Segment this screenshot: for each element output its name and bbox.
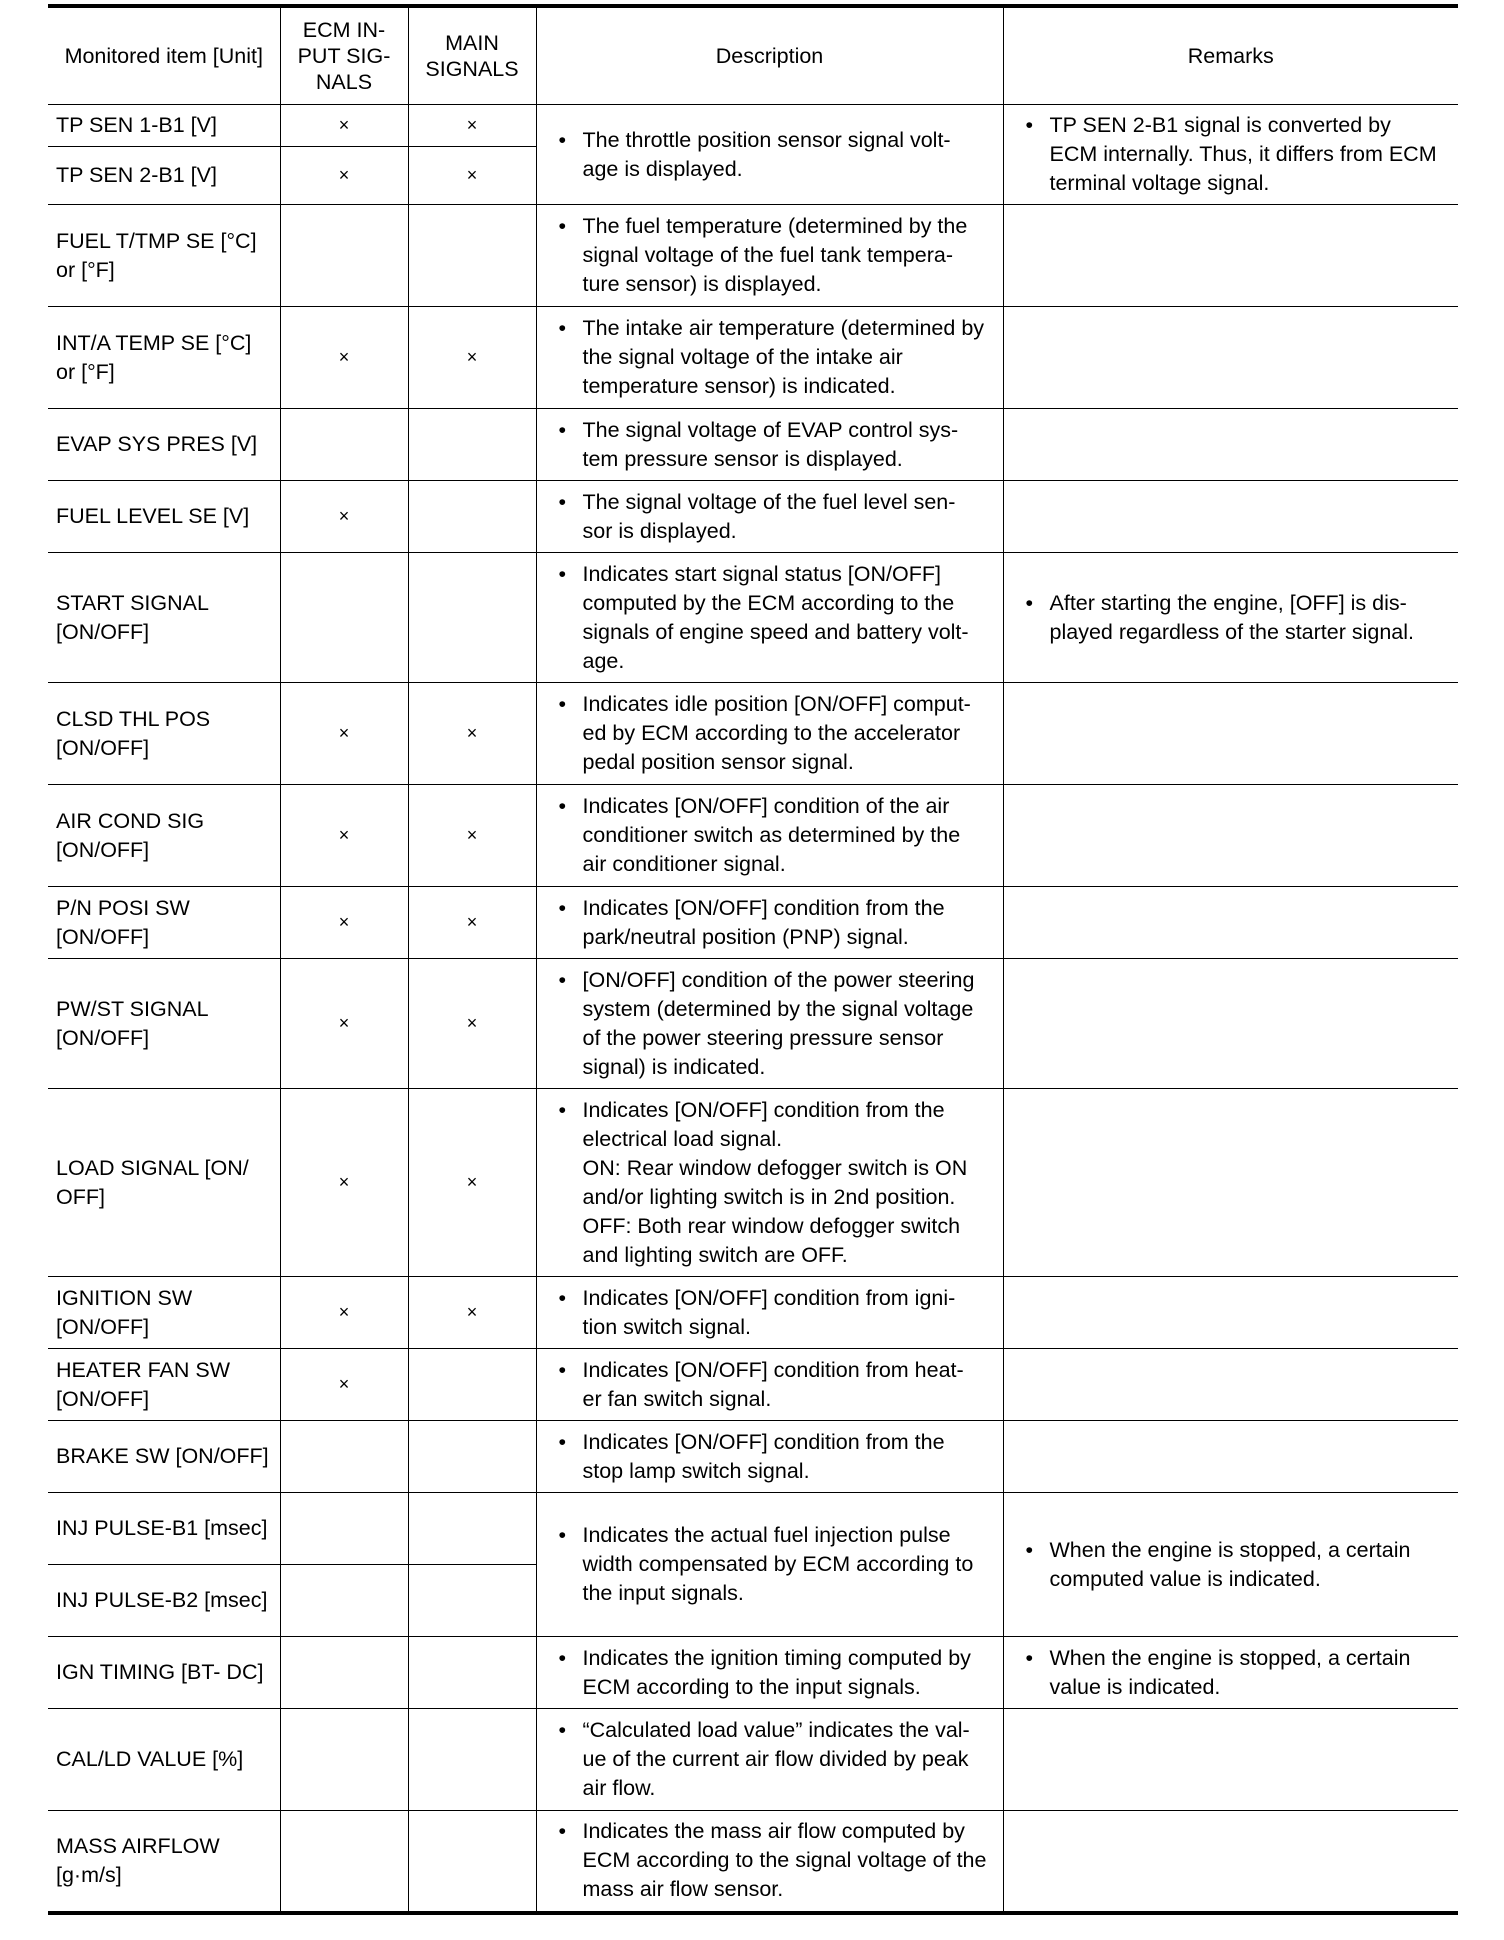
description-cell [536, 959, 1003, 1089]
ecm-input-mark: × [280, 887, 408, 959]
description-cell [536, 1493, 1003, 1637]
main-signal-mark: × [408, 105, 536, 147]
monitored-item-cell: INT/A TEMP SE [°C] or [°F] [48, 307, 280, 409]
monitored-item-cell: MASS AIRFLOW [g·m/s] [48, 1811, 280, 1913]
description-text-main: • Indicates [ON/OFF] condition from the electrical load signal. [582, 1097, 945, 1151]
description-text: • The throttle position sensor signal volt- age is displayed. [545, 126, 995, 184]
description-text: • The fuel temperature (determined by the signal voltage of the fuel tank tempera- ture sensor) is displayed. [545, 212, 995, 299]
header-monitored-item: Monitored item [Unit] [48, 6, 280, 105]
table-row [48, 959, 1458, 1089]
main-signal-mark [408, 1565, 536, 1637]
remarks-cell [1003, 1811, 1458, 1913]
remarks-cell [1003, 1493, 1458, 1637]
table-row [48, 1493, 1458, 1565]
table-row [48, 887, 1458, 959]
main-signal-mark: × [408, 307, 536, 409]
table-row [48, 1709, 1458, 1811]
ecm-input-mark: × [280, 1089, 408, 1277]
table-row [48, 409, 1458, 481]
ecm-input-mark [280, 553, 408, 683]
main-signal-mark: × [408, 959, 536, 1089]
monitored-item-cell: AIR COND SIG [ON/OFF] [48, 785, 280, 887]
description-text: • Indicates [ON/OFF] condition of the air conditioner switch as determined by the air conditioner signal. [545, 792, 995, 879]
description-cell [536, 481, 1003, 553]
table-header-row [48, 6, 1458, 105]
header-description: Description [536, 6, 1003, 105]
table-row [48, 1811, 1458, 1913]
remarks-text: • After starting the engine, [OFF] is dis- played regardless of the starter signal. [1012, 589, 1451, 647]
remarks-text: • When the engine is stopped, a certain computed value is indicated. [1012, 1536, 1451, 1594]
ecm-input-mark [280, 1811, 408, 1913]
table-row [48, 1089, 1458, 1277]
ecm-input-mark [280, 1637, 408, 1709]
ecm-input-mark: × [280, 683, 408, 785]
monitored-item-cell: IGN TIMING [BT- DC] [48, 1637, 280, 1709]
description-text: • Indicates start signal status [ON/OFF] computed by the ECM according to the signals of engine speed and battery volt- age. [545, 560, 995, 676]
description-cell [536, 409, 1003, 481]
table-row [48, 481, 1458, 553]
description-text: • Indicates the mass air flow computed by ECM according to the signal voltage of the mass air flow sensor. [545, 1817, 995, 1904]
monitored-item-cell: FUEL T/TMP SE [°C] or [°F] [48, 205, 280, 307]
description-cell [536, 785, 1003, 887]
remarks-cell [1003, 1089, 1458, 1277]
description-cell [536, 1277, 1003, 1349]
remarks-cell [1003, 1277, 1458, 1349]
main-signal-mark [408, 1421, 536, 1493]
remarks-cell [1003, 785, 1458, 887]
monitored-item-cell: BRAKE SW [ON/OFF] [48, 1421, 280, 1493]
ecm-input-mark [280, 1709, 408, 1811]
monitored-item-cell: START SIGNAL [ON/OFF] [48, 553, 280, 683]
main-signal-mark: × [408, 887, 536, 959]
table-row [48, 105, 1458, 147]
ecm-input-mark: × [280, 1349, 408, 1421]
remarks-cell [1003, 1349, 1458, 1421]
table-row [48, 553, 1458, 683]
monitored-item-cell: INJ PULSE-B1 [msec] [48, 1493, 280, 1565]
remarks-cell [1003, 683, 1458, 785]
remarks-cell [1003, 1421, 1458, 1493]
description-cell [536, 205, 1003, 307]
monitored-item-cell: HEATER FAN SW [ON/OFF] [48, 1349, 280, 1421]
monitored-item-cell: TP SEN 1-B1 [V] [48, 105, 280, 147]
main-signal-mark [408, 205, 536, 307]
main-signal-mark [408, 1493, 536, 1565]
ecm-input-mark: × [280, 959, 408, 1089]
description-text: • [ON/OFF] condition of the power steering system (determined by the signal voltage of the power steering pressure sensor signal) is indicated. [545, 966, 995, 1082]
description-text-off: OFF: Both rear window defogger switch and lighting switch are OFF. [582, 1213, 961, 1267]
description-cell [536, 1421, 1003, 1493]
remarks-cell [1003, 959, 1458, 1089]
description-text: • Indicates idle position [ON/OFF] comput- ed by ECM according to the accelerator pedal position sensor signal. [545, 690, 995, 777]
ecm-input-mark [280, 1421, 408, 1493]
main-signal-mark [408, 1349, 536, 1421]
monitored-item-cell: CAL/LD VALUE [%] [48, 1709, 280, 1811]
header-main-signals: MAIN SIGNALS [408, 6, 536, 105]
ecm-input-mark [280, 205, 408, 307]
remarks-cell [1003, 887, 1458, 959]
table-row [48, 683, 1458, 785]
table-row [48, 1349, 1458, 1421]
ecm-input-mark: × [280, 307, 408, 409]
remarks-cell [1003, 1637, 1458, 1709]
description-cell [536, 1811, 1003, 1913]
description-cell [536, 1089, 1003, 1277]
description-cell [536, 105, 1003, 205]
main-signal-mark: × [408, 683, 536, 785]
remarks-cell [1003, 205, 1458, 307]
ecm-input-mark: × [280, 1277, 408, 1349]
main-signal-mark [408, 1637, 536, 1709]
description-text: • Indicates [ON/OFF] condition from the stop lamp switch signal. [545, 1428, 995, 1486]
remarks-cell [1003, 481, 1458, 553]
description-text-on: ON: Rear window defogger switch is ON and/or lighting switch is in 2nd position. [582, 1155, 968, 1209]
remarks-cell [1003, 1709, 1458, 1811]
main-signal-mark [408, 1709, 536, 1811]
description-text: • Indicates [ON/OFF] condition from igni- tion switch signal. [545, 1284, 995, 1342]
monitored-item-cell: TP SEN 2-B1 [V] [48, 147, 280, 205]
main-signal-mark: × [408, 785, 536, 887]
description-cell [536, 1637, 1003, 1709]
description-cell [536, 553, 1003, 683]
monitored-item-cell: INJ PULSE-B2 [msec] [48, 1565, 280, 1637]
table-row [48, 785, 1458, 887]
description-cell [536, 1709, 1003, 1811]
description-text: • Indicates the ignition timing computed by ECM according to the input signals. [545, 1644, 995, 1702]
monitored-item-cell: LOAD SIGNAL [ON/ OFF] [48, 1089, 280, 1277]
remarks-cell [1003, 105, 1458, 205]
description-cell [536, 683, 1003, 785]
header-ecm-input-signals: ECM IN- PUT SIG- NALS [280, 6, 408, 105]
ecm-input-mark [280, 1493, 408, 1565]
monitored-item-cell: IGNITION SW [ON/OFF] [48, 1277, 280, 1349]
header-remarks: Remarks [1003, 6, 1458, 105]
description-text [545, 1096, 995, 1270]
monitored-item-cell: FUEL LEVEL SE [V] [48, 481, 280, 553]
table-row [48, 205, 1458, 307]
table-row [48, 307, 1458, 409]
description-text: • The signal voltage of EVAP control sys- tem pressure sensor is displayed. [545, 416, 995, 474]
description-text: • The signal voltage of the fuel level sen- sor is displayed. [545, 488, 995, 546]
description-cell [536, 1349, 1003, 1421]
main-signal-mark [408, 553, 536, 683]
remarks-text: • TP SEN 2-B1 signal is converted by ECM internally. Thus, it differs from ECM terminal voltage signal. [1012, 111, 1451, 198]
ecm-input-mark: × [280, 105, 408, 147]
ecm-input-mark: × [280, 785, 408, 887]
table-row [48, 1421, 1458, 1493]
ecm-input-mark: × [280, 481, 408, 553]
remarks-text: • When the engine is stopped, a certain value is indicated. [1012, 1644, 1451, 1702]
ecm-input-mark: × [280, 147, 408, 205]
main-signal-mark: × [408, 1089, 536, 1277]
table-row [48, 1637, 1458, 1709]
description-text: • Indicates the actual fuel injection pulse width compensated by ECM according to the input signals. [545, 1521, 995, 1608]
monitored-items-table [48, 4, 1458, 1915]
ecm-input-mark [280, 1565, 408, 1637]
description-cell [536, 887, 1003, 959]
main-signal-mark [408, 1811, 536, 1913]
table-row [48, 1277, 1458, 1349]
description-text: • The intake air temperature (determined by the signal voltage of the intake air temperature sensor) is indicated. [545, 314, 995, 401]
remarks-cell [1003, 553, 1458, 683]
main-signal-mark [408, 481, 536, 553]
description-text: • Indicates [ON/OFF] condition from the park/neutral position (PNP) signal. [545, 894, 995, 952]
monitored-item-cell: P/N POSI SW [ON/OFF] [48, 887, 280, 959]
description-text: • “Calculated load value” indicates the val- ue of the current air flow divided by peak air flow. [545, 1716, 995, 1803]
remarks-cell [1003, 307, 1458, 409]
main-signal-mark: × [408, 1277, 536, 1349]
description-text: • Indicates [ON/OFF] condition from heat- er fan switch signal. [545, 1356, 995, 1414]
monitored-item-cell: PW/ST SIGNAL [ON/OFF] [48, 959, 280, 1089]
monitored-item-cell: CLSD THL POS [ON/OFF] [48, 683, 280, 785]
main-signal-mark: × [408, 147, 536, 205]
ecm-input-mark [280, 409, 408, 481]
main-signal-mark [408, 409, 536, 481]
description-cell [536, 307, 1003, 409]
remarks-cell [1003, 409, 1458, 481]
monitored-item-cell: EVAP SYS PRES [V] [48, 409, 280, 481]
